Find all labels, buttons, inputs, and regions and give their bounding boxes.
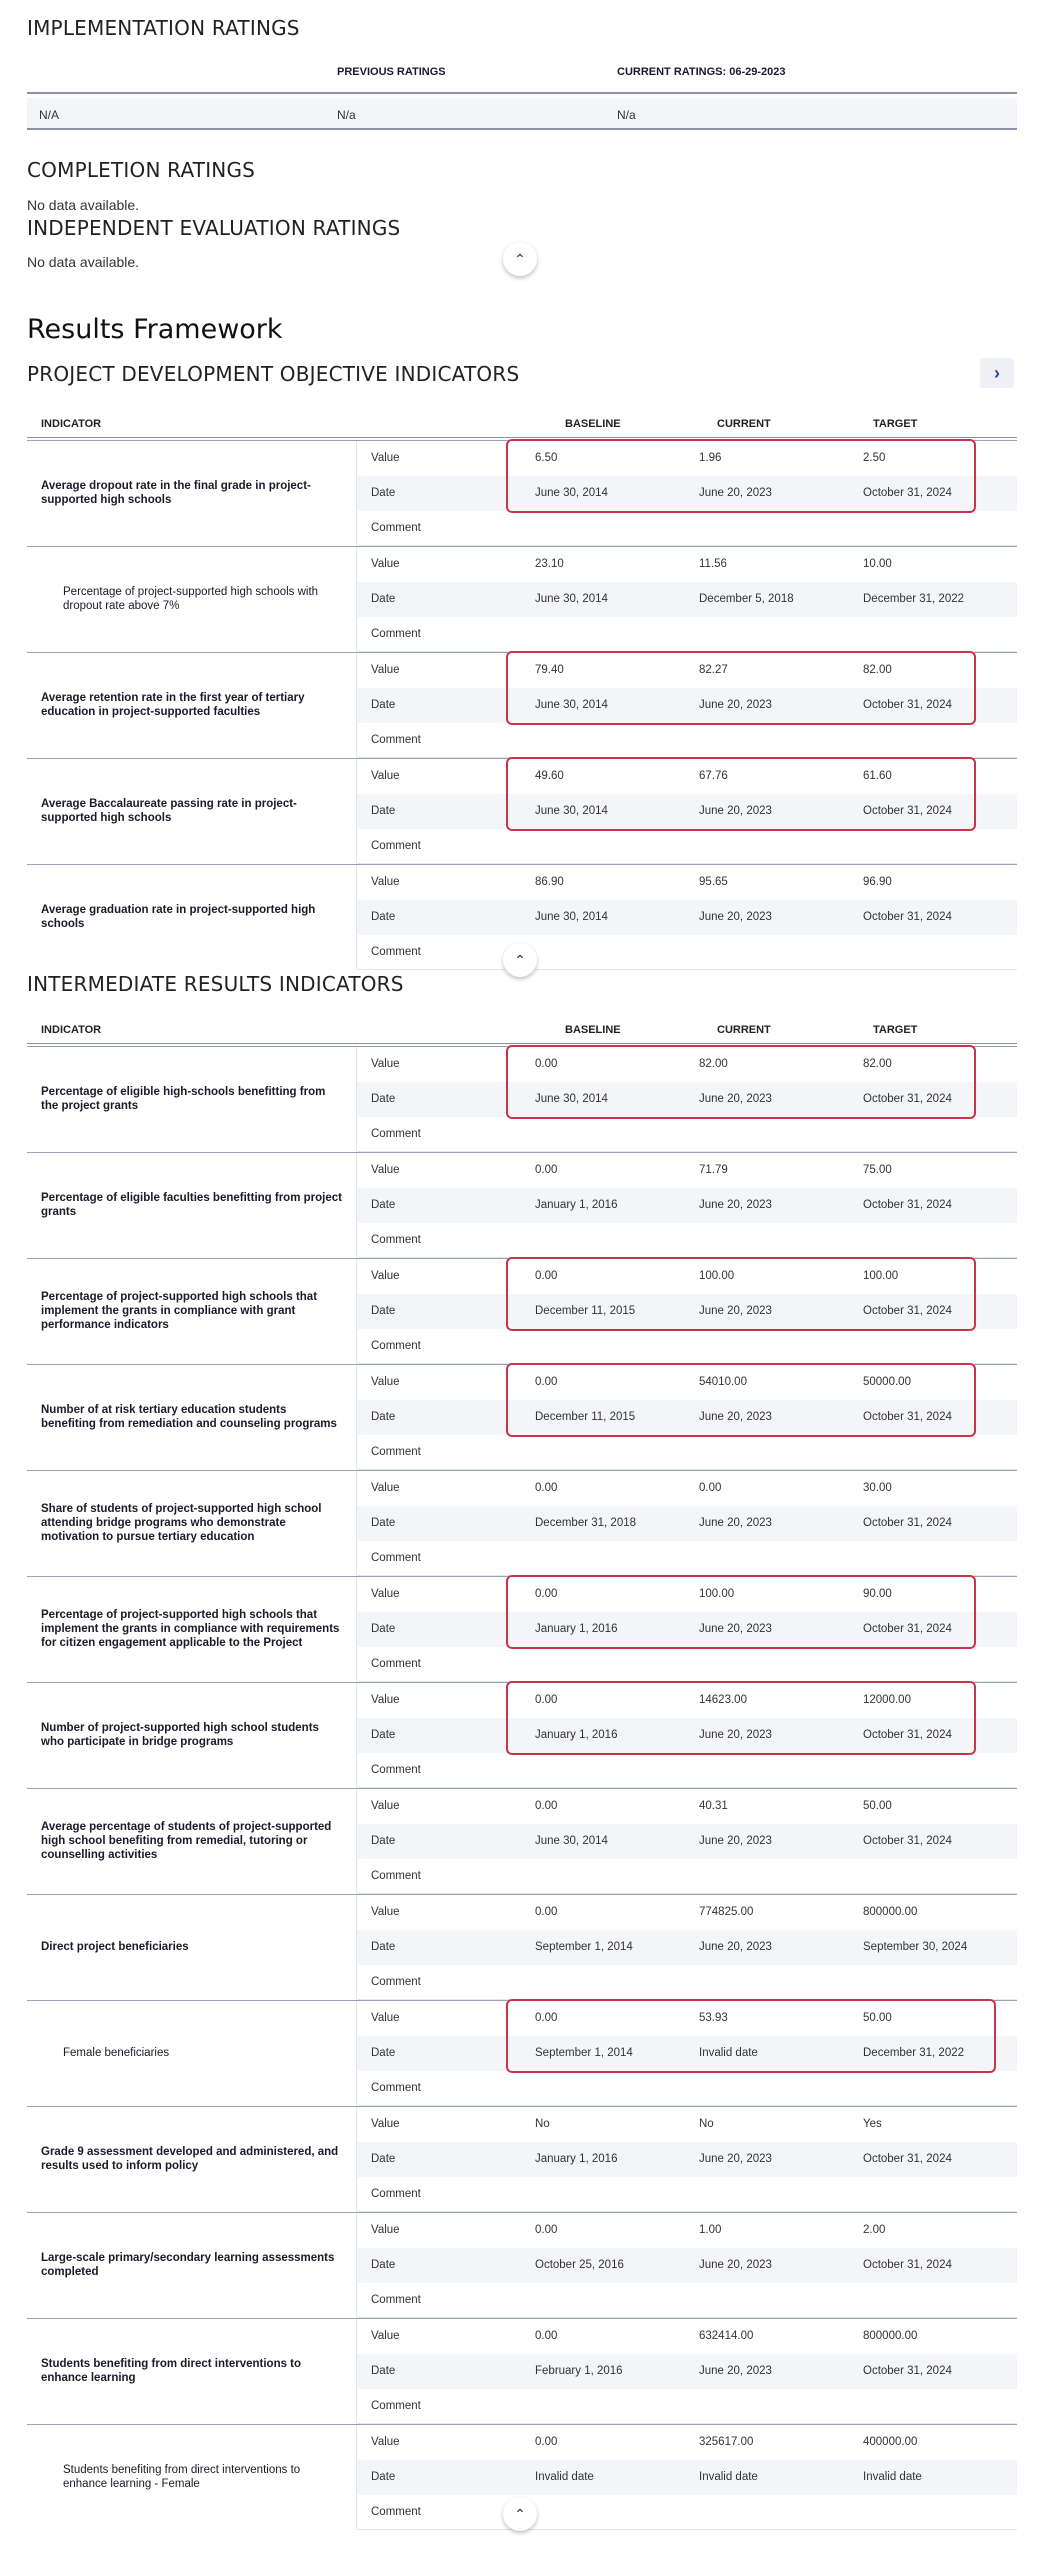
row-label: Comment [371,1976,421,1988]
row-label: Comment [371,522,421,534]
indicator-block [27,1258,1017,1364]
current-cell: 14623.00 [699,1694,747,1706]
baseline-cell: June 30, 2014 [535,487,608,499]
current-cell: 71.79 [699,1164,728,1176]
current-cell: June 20, 2023 [699,2153,772,2165]
value-row [357,1153,1017,1188]
indicator-name: Average Baccalaureate passing rate in project-supported high schools [27,759,357,863]
current-cell: 67.76 [699,770,728,782]
current-cell: June 20, 2023 [699,1093,772,1105]
indicator-name: Number of at risk tertiary education students benefiting from remediation and counseling programs [27,1365,357,1469]
current-cell: June 20, 2023 [699,1729,772,1741]
baseline-cell: 0.00 [535,2436,558,2448]
comment-row [357,1753,1017,1788]
row-label: Comment [371,2506,421,2518]
target-cell: Invalid date [863,2471,922,2483]
row-label: Value [371,664,400,676]
comment-row [357,1117,1017,1152]
header-indicator: INDICATOR [41,1024,102,1036]
indicator-name: Average dropout rate in the final grade in project-supported high schools [27,441,357,545]
current-cell: June 20, 2023 [699,487,772,499]
row-label: Date [371,1941,396,1953]
target-cell: October 31, 2024 [863,1517,952,1529]
header-baseline: BASELINE [565,418,621,430]
implementation-ratings-header [27,66,1017,94]
row-label: Date [371,1835,396,1847]
target-cell: September 30, 2024 [863,1941,968,1953]
current-cell: 82.00 [699,1058,728,1070]
baseline-cell: 0.00 [535,2012,558,2024]
current-cell: June 20, 2023 [699,1305,772,1317]
baseline-cell: December 11, 2015 [535,1305,636,1317]
current-cell: 54010.00 [699,1376,747,1388]
indicator-block [27,2106,1017,2212]
target-cell: October 31, 2024 [863,487,952,499]
col-previous-ratings: PREVIOUS RATINGS [337,66,446,78]
baseline-cell: 86.90 [535,876,564,888]
indicator-name: Grade 9 assessment developed and administered, and results used to inform policy [27,2107,357,2211]
row-label: Value [371,1164,400,1176]
baseline-cell: 49.60 [535,770,564,782]
current-cell: Invalid date [699,2471,758,2483]
indicator-name: Percentage of eligible high-schools benefitting from the project grants [27,1047,357,1151]
chevron-right-icon: › [994,362,1000,383]
comment-row [357,1965,1017,2000]
current-cell: 0.00 [699,1482,722,1494]
date-row [357,1824,1017,1859]
current-cell: 1.00 [699,2224,722,2236]
row-label: Value [371,2012,400,2024]
baseline-cell: 0.00 [535,1906,558,1918]
current-cell: December 5, 2018 [699,593,794,605]
current-cell: June 20, 2023 [699,2259,772,2271]
indicator-block [27,440,1017,546]
completion-no-data: No data available. [27,197,140,213]
current-cell: June 20, 2023 [699,2365,772,2377]
target-cell: 75.00 [863,1164,892,1176]
row-label: Comment [371,734,421,746]
row-label: Value [371,1270,400,1282]
comment-row [357,1223,1017,1258]
comment-row [357,1859,1017,1894]
target-cell: 96.90 [863,876,892,888]
value-row [357,1047,1017,1082]
row-label: Value [371,1800,400,1812]
target-cell: 400000.00 [863,2436,918,2448]
value-row [357,441,1017,476]
indicator-block [27,2212,1017,2318]
comment-row [357,511,1017,546]
indicator-name: Students benefiting from direct interventions to enhance learning [27,2319,357,2423]
row-label: Value [371,2224,400,2236]
row-label: Date [371,2471,396,2483]
target-cell: 2.00 [863,2224,886,2236]
row-label: Value [371,1906,400,1918]
date-row [357,476,1017,511]
indicator-block [27,1470,1017,1576]
current-cell: June 20, 2023 [699,1199,772,1211]
header-current: CURRENT [717,1024,771,1036]
target-cell: October 31, 2024 [863,1623,952,1635]
implementation-ratings-table [27,0,1017,140]
target-cell: October 31, 2024 [863,1199,952,1211]
target-cell: October 31, 2024 [863,1093,952,1105]
comment-row [357,1647,1017,1682]
current-cell: 1.96 [699,452,722,464]
value-row [357,1895,1017,1930]
row-label: Comment [371,1658,421,1670]
row-label: Comment [371,2400,421,2412]
date-row [357,2460,1017,2495]
value-row [357,865,1017,900]
baseline-cell: January 1, 2016 [535,1729,618,1741]
baseline-cell: October 25, 2016 [535,2259,624,2271]
row-label: Value [371,1482,400,1494]
current-cell: 100.00 [699,1270,735,1282]
value-row [357,759,1017,794]
current-cell: 632414.00 [699,2330,754,2342]
indicator-block [27,652,1017,758]
baseline-cell: December 31, 2018 [535,1517,637,1529]
target-cell: October 31, 2024 [863,805,952,817]
indicator-name: Large-scale primary/secondary learning assessments completed [27,2213,357,2317]
row-label: Date [371,805,396,817]
row-label: Date [371,1517,396,1529]
rating-cell: N/a [617,108,636,122]
row-label: Date [371,1093,396,1105]
current-cell: June 20, 2023 [699,1517,772,1529]
indicator-block [27,1894,1017,2000]
baseline-cell: 6.50 [535,452,558,464]
date-row [357,1612,1017,1647]
date-row [357,2248,1017,2283]
indicator-name: Students benefiting from direct interventions to enhance learning - Female [27,2425,357,2529]
current-cell: Invalid date [699,2047,758,2059]
baseline-cell: 0.00 [535,1376,558,1388]
collapse-button[interactable] [503,943,537,977]
comment-row [357,935,1017,970]
target-cell: 2.50 [863,452,886,464]
indicator-block [27,1788,1017,1894]
baseline-cell: 23.10 [535,558,564,570]
date-row [357,2142,1017,2177]
baseline-cell: 0.00 [535,1482,558,1494]
baseline-cell: 0.00 [535,1270,558,1282]
baseline-cell: June 30, 2014 [535,805,608,817]
baseline-cell: 0.00 [535,1800,558,1812]
row-label: Date [371,2153,396,2165]
row-label: Date [371,1305,396,1317]
date-row [357,688,1017,723]
chevron-up-icon: ⌃ [514,951,526,968]
header-baseline: BASELINE [565,1024,621,1036]
row-label: Comment [371,1764,421,1776]
rating-cell: N/A [39,108,60,122]
intermediate-indicators-title: INTERMEDIATE RESULTS INDICATORS [27,972,404,996]
current-cell: June 20, 2023 [699,1835,772,1847]
baseline-cell: 0.00 [535,1588,558,1600]
baseline-cell: No [535,2118,550,2130]
comment-row [357,2177,1017,2212]
value-row [357,1471,1017,1506]
indicator-name: Number of project-supported high school students who participate in bridge programs [27,1683,357,1787]
indicator-name: Share of students of project-supported high school attending bridge programs who demonstrate motivation to pursue tertiary education [27,1471,357,1575]
target-cell: 90.00 [863,1588,892,1600]
indicator-name: Average graduation rate in project-supported high schools [27,865,357,969]
baseline-cell: 0.00 [535,1164,558,1176]
row-label: Value [371,2436,400,2448]
pdo-indicators-title: PROJECT DEVELOPMENT OBJECTIVE INDICATORS [27,362,520,386]
indicator-name: Average percentage of students of project-supported high school benefiting from remedial, tutoring or counselling activities [27,1789,357,1893]
target-cell: October 31, 2024 [863,1305,952,1317]
date-row [357,900,1017,935]
row-label: Value [371,1588,400,1600]
row-label: Comment [371,946,421,958]
indicator-block [27,1576,1017,1682]
baseline-cell: Invalid date [535,2471,594,2483]
next-button[interactable] [980,358,1014,388]
comment-row [357,1435,1017,1470]
current-cell: 100.00 [699,1588,735,1600]
results-framework-title: Results Framework [27,314,283,345]
row-label: Date [371,1729,396,1741]
comment-row [357,2389,1017,2424]
row-label: Comment [371,1870,421,1882]
current-cell: 325617.00 [699,2436,754,2448]
target-cell: Yes [863,2118,882,2130]
indicator-name: Percentage of project-supported high schools that implement the grants in compliance with grant performance indicators [27,1259,357,1363]
target-cell: 30.00 [863,1482,892,1494]
implementation-ratings-row [27,98,1017,130]
value-row [357,1365,1017,1400]
date-row [357,582,1017,617]
current-cell: 82.27 [699,664,728,676]
row-label: Value [371,2118,400,2130]
current-cell: June 20, 2023 [699,911,772,923]
target-cell: 12000.00 [863,1694,911,1706]
target-cell: 82.00 [863,664,892,676]
baseline-cell: December 11, 2015 [535,1411,636,1423]
current-cell: June 20, 2023 [699,1941,772,1953]
indicator-block [27,1682,1017,1788]
current-cell: June 20, 2023 [699,1411,772,1423]
target-cell: October 31, 2024 [863,911,952,923]
comment-row [357,829,1017,864]
date-row [357,1930,1017,1965]
baseline-cell: January 1, 2016 [535,2153,618,2165]
indicator-block [27,1364,1017,1470]
comment-row [357,2495,1017,2530]
current-cell: 40.31 [699,1800,728,1812]
value-row [357,1577,1017,1612]
intermediate-table-header [27,1020,1017,1044]
row-label: Value [371,1694,400,1706]
baseline-cell: June 30, 2014 [535,1093,608,1105]
current-cell: June 20, 2023 [699,1623,772,1635]
row-label: Comment [371,840,421,852]
baseline-cell: January 1, 2016 [535,1199,618,1211]
baseline-cell: 79.40 [535,664,564,676]
current-cell: 53.93 [699,2012,728,2024]
baseline-cell: June 30, 2014 [535,593,608,605]
comment-row [357,2071,1017,2106]
current-cell: 95.65 [699,876,728,888]
target-cell: October 31, 2024 [863,1835,952,1847]
indicator-block [27,2318,1017,2424]
indicator-block [27,546,1017,652]
target-cell: 50.00 [863,1800,892,1812]
current-cell: 11.56 [699,558,727,570]
row-label: Comment [371,2082,421,2094]
completion-ratings-title: COMPLETION RATINGS [27,158,256,182]
row-label: Comment [371,1234,421,1246]
row-label: Comment [371,1128,421,1140]
row-label: Comment [371,2294,421,2306]
row-label: Date [371,1623,396,1635]
row-label: Comment [371,2188,421,2200]
target-cell: 50.00 [863,2012,892,2024]
current-cell: 774825.00 [699,1906,754,1918]
target-cell: October 31, 2024 [863,2153,952,2165]
row-label: Comment [371,1340,421,1352]
comment-row [357,2283,1017,2318]
collapse-button[interactable] [503,2497,537,2531]
indicator-name: Percentage of project-supported high schools that implement the grants in compliance with requirements for citizen engagement applicable to the Project [27,1577,357,1681]
target-cell: October 31, 2024 [863,2365,952,2377]
baseline-cell: June 30, 2014 [535,1835,608,1847]
row-label: Value [371,558,400,570]
row-label: Date [371,593,396,605]
header-indicator: INDICATOR [41,418,102,430]
row-label: Comment [371,1446,421,1458]
comment-row [357,1541,1017,1576]
header-current: CURRENT [717,418,771,430]
comment-row [357,617,1017,652]
baseline-cell: February 1, 2016 [535,2365,623,2377]
target-cell: October 31, 2024 [863,699,952,711]
date-row [357,1400,1017,1435]
implementation-ratings-title: IMPLEMENTATION RATINGS [27,16,300,40]
header-target: TARGET [873,418,918,430]
baseline-cell: January 1, 2016 [535,1623,618,1635]
row-label: Date [371,1199,396,1211]
row-label: Value [371,2330,400,2342]
comment-row [357,723,1017,758]
value-row [357,1789,1017,1824]
target-cell: 50000.00 [863,1376,911,1388]
date-row [357,1506,1017,1541]
value-row [357,2425,1017,2460]
target-cell: 800000.00 [863,2330,918,2342]
target-cell: 10.00 [863,558,892,570]
indicator-name: Percentage of eligible faculties benefitting from project grants [27,1153,357,1257]
rating-cell: N/a [337,108,356,122]
row-label: Date [371,2259,396,2271]
target-cell: 82.00 [863,1058,892,1070]
value-row [357,2001,1017,2036]
value-row [357,653,1017,688]
indicator-block [27,1152,1017,1258]
target-cell: October 31, 2024 [863,2259,952,2271]
date-row [357,1082,1017,1117]
target-cell: 800000.00 [863,1906,918,1918]
row-label: Value [371,452,400,464]
baseline-cell: September 1, 2014 [535,1941,633,1953]
row-label: Date [371,2047,396,2059]
row-label: Date [371,911,396,923]
indicator-name: Female beneficiaries [27,2001,357,2105]
row-label: Date [371,487,396,499]
row-label: Date [371,1411,396,1423]
row-label: Value [371,1058,400,1070]
date-row [357,2036,1017,2071]
target-cell: October 31, 2024 [863,1729,952,1741]
indicator-block [27,1046,1017,1152]
value-row [357,547,1017,582]
value-row [357,2213,1017,2248]
target-cell: 61.60 [863,770,892,782]
current-cell: June 20, 2023 [699,699,772,711]
date-row [357,1718,1017,1753]
pdo-table-header [27,414,1017,438]
value-row [357,2319,1017,2354]
indicator-block [27,2000,1017,2106]
value-row [357,1259,1017,1294]
indicator-name: Direct project beneficiaries [27,1895,357,1999]
value-row [357,2107,1017,2142]
baseline-cell: 0.00 [535,2330,558,2342]
independent-ratings-title: INDEPENDENT EVALUATION RATINGS [27,216,401,240]
date-row [357,2354,1017,2389]
value-row [357,1683,1017,1718]
independent-no-data: No data available. [27,254,140,270]
header-target: TARGET [873,1024,918,1036]
row-label: Date [371,2365,396,2377]
baseline-cell: September 1, 2014 [535,2047,633,2059]
row-label: Value [371,876,400,888]
baseline-cell: June 30, 2014 [535,911,608,923]
row-label: Comment [371,628,421,640]
row-label: Value [371,1376,400,1388]
date-row [357,1294,1017,1329]
baseline-cell: 0.00 [535,1694,558,1706]
row-label: Comment [371,1552,421,1564]
indicator-block [27,758,1017,864]
target-cell: 100.00 [863,1270,899,1282]
row-label: Value [371,770,400,782]
row-label: Date [371,699,396,711]
current-cell: No [699,2118,714,2130]
baseline-cell: 0.00 [535,1058,558,1070]
collapse-button[interactable] [503,242,537,276]
date-row [357,1188,1017,1223]
indicator-name: Average retention rate in the first year of tertiary education in project-supported faculties [27,653,357,757]
target-cell: December 31, 2022 [863,2047,965,2059]
comment-row [357,1329,1017,1364]
baseline-cell: June 30, 2014 [535,699,608,711]
chevron-up-icon: ⌃ [514,2505,526,2522]
indicator-name: Percentage of project-supported high schools with dropout rate above 7% [27,547,357,651]
date-row [357,794,1017,829]
target-cell: December 31, 2022 [863,593,965,605]
baseline-cell: 0.00 [535,2224,558,2236]
chevron-up-icon: ⌃ [514,250,526,267]
col-current-ratings: CURRENT RATINGS: 06-29-2023 [617,66,786,78]
current-cell: June 20, 2023 [699,805,772,817]
target-cell: October 31, 2024 [863,1411,952,1423]
